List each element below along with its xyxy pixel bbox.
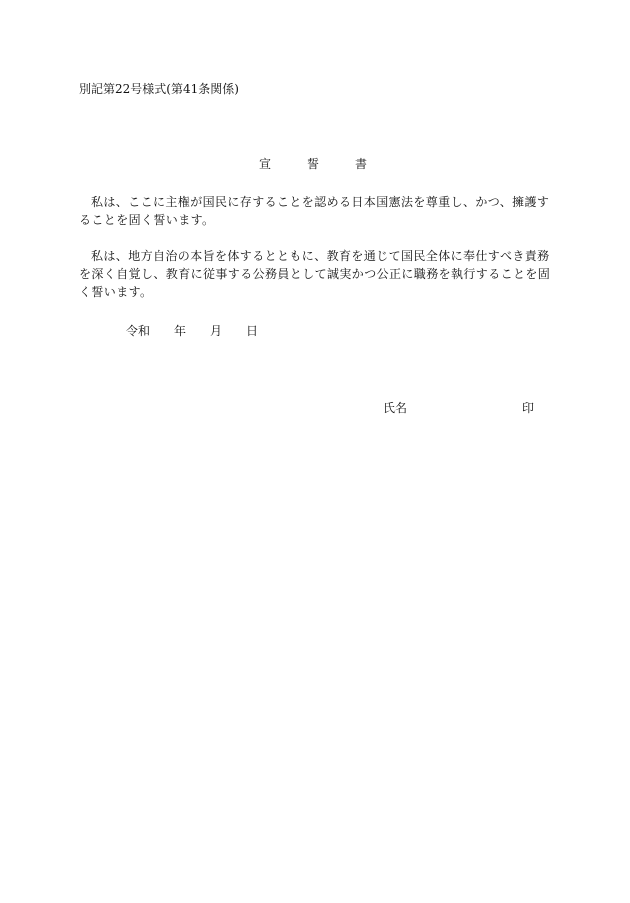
name-label: 氏名 [383,401,408,415]
signature-line [383,399,534,416]
title-char-2: 誓 [307,157,320,171]
title-char-3: 書 [355,157,368,171]
date-year-label: 年 [174,324,187,338]
seal-label: 印 [522,401,535,415]
title-char-1: 宣 [259,157,272,171]
date-line [126,322,258,339]
date-era: 令和 [126,324,151,338]
oath-paragraph-2: 私は、地方自治の本旨を体するとともに、教育を通じて国民全体に奉仕すべき責務を深く自覚し、教育に従事する公務員として誠実かつ公正に職務を執行することを固く誓います。 [79,249,551,299]
oath-paragraph-1: 私は、ここに主権が国民に存することを認める日本国憲法を尊重し、かつ、擁護することを固く誓います。 [79,195,550,227]
document-title [259,155,367,172]
date-month-label: 月 [210,324,223,338]
form-number-label: 別記第22号様式(第41条関係) [79,82,239,96]
date-day-label: 日 [246,324,259,338]
